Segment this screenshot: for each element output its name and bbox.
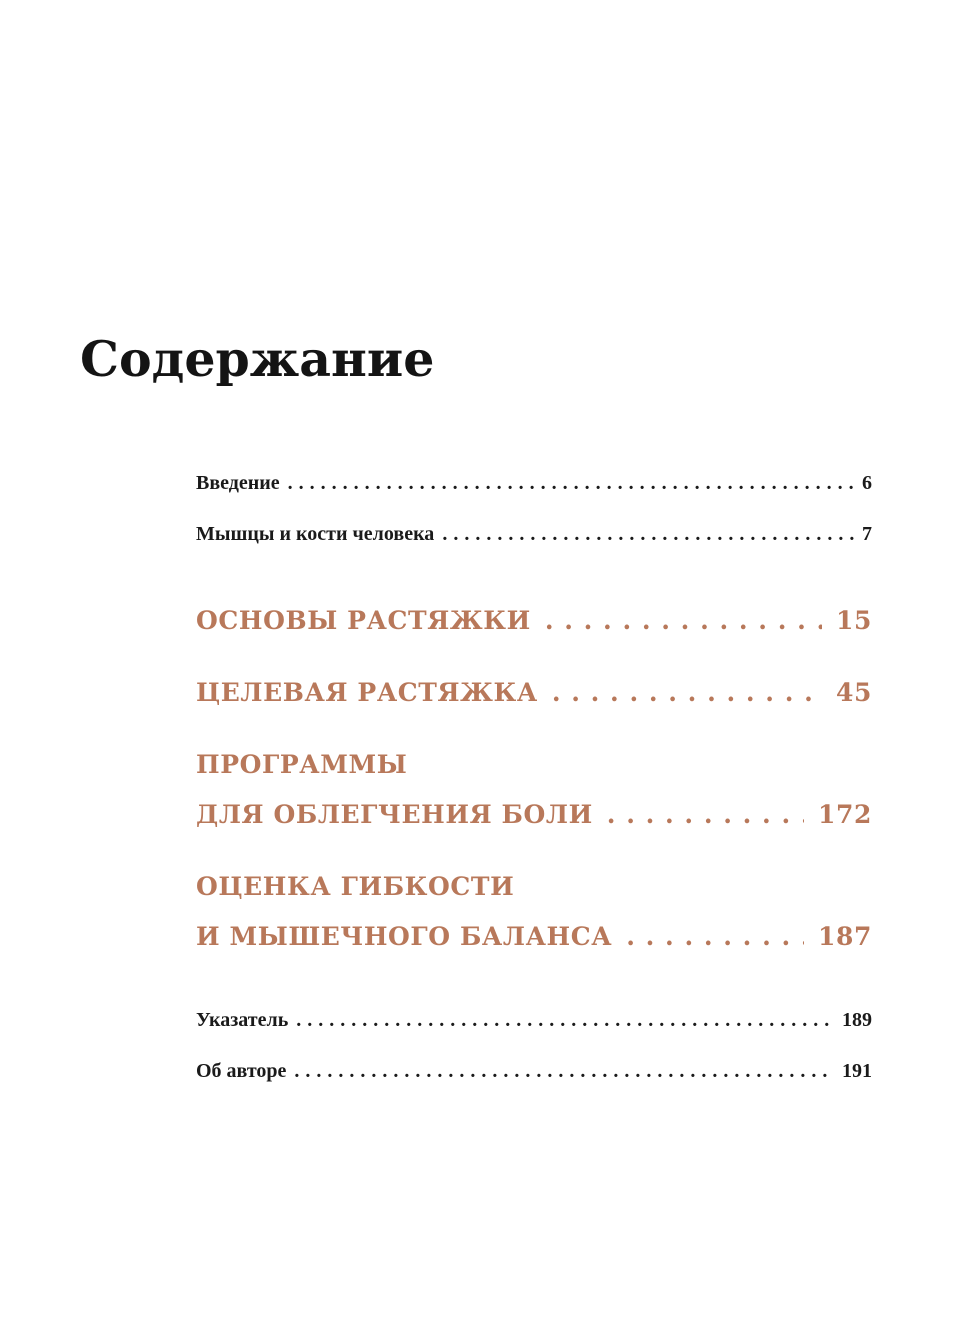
dot-leader: [442, 523, 854, 546]
toc-page-number: 189: [842, 1009, 872, 1031]
toc-page-number: 191: [842, 1060, 872, 1082]
toc-section-basics[interactable]: [196, 606, 872, 635]
dot-leader: [288, 472, 854, 495]
toc-section-targeted[interactable]: [196, 678, 872, 707]
toc-section-programs-line1[interactable]: ПРОГРАММЫ: [196, 750, 408, 779]
toc-section-label: ЦЕЛЕВАЯ РАСТЯЖКА: [196, 678, 538, 707]
toc-section-programs[interactable]: [196, 800, 872, 829]
dot-leader: [545, 606, 822, 635]
toc-entry-index[interactable]: [196, 1009, 872, 1032]
dot-leader: [294, 1060, 834, 1083]
toc-entry-author[interactable]: [196, 1060, 872, 1083]
toc-page-number: 15: [836, 606, 872, 635]
toc-section-assessment-line1[interactable]: ОЦЕНКА ГИБКОСТИ: [196, 872, 515, 901]
toc-entry-intro[interactable]: [196, 472, 872, 495]
toc-entry-muscles[interactable]: [196, 523, 872, 546]
toc-page-number: 7: [862, 523, 872, 545]
toc-section-label: ДЛЯ ОБЛЕГЧЕНИЯ БОЛИ: [196, 800, 593, 829]
toc-page-number: 45: [836, 678, 872, 707]
toc-section-assessment[interactable]: [196, 922, 872, 951]
toc-entry-label: Введение: [196, 472, 280, 494]
toc-entry-label: Мышцы и кости человека: [196, 523, 435, 545]
toc-page-number: 187: [818, 922, 872, 951]
dot-leader: [552, 678, 822, 707]
dot-leader: [296, 1009, 834, 1032]
toc-page-number: 6: [862, 472, 872, 494]
dot-leader: [607, 800, 804, 829]
page-title: Содержание: [80, 330, 435, 388]
dot-leader: [626, 922, 804, 951]
toc-entry-label: Об авторе: [196, 1060, 287, 1082]
toc-section-label: И МЫШЕЧНОГО БАЛАНСА: [196, 922, 613, 951]
toc-section-label: ОСНОВЫ РАСТЯЖКИ: [196, 606, 531, 635]
toc-entry-label: Указатель: [196, 1009, 289, 1031]
toc-page-number: 172: [818, 800, 872, 829]
